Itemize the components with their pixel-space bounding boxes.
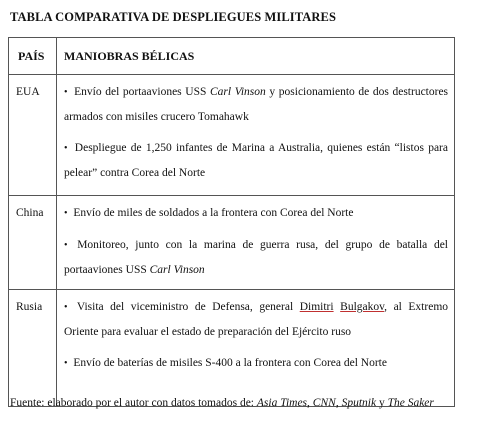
list-item: • Envío de baterías de misiles S-400 a la frontera con Corea del Norte (64, 357, 387, 369)
ship-name: Carl Vinson (149, 264, 205, 276)
bullet-icon: • (64, 240, 68, 251)
source-name: Asia Times (256, 397, 308, 409)
country-cell: Rusia (9, 290, 57, 407)
header-maneuvers (57, 38, 455, 75)
bullet-icon: • (64, 302, 68, 313)
ship-name: Carl Vinson (209, 86, 266, 98)
bullet-icon: • (64, 208, 68, 219)
header-country-label: PAÍS (18, 49, 45, 63)
maneuvers-cell (57, 196, 455, 290)
table-row-china (9, 196, 455, 290)
source-name: Sputnik (341, 397, 377, 409)
source-name: CNN (312, 397, 336, 409)
table-row-eua (9, 75, 455, 196)
list-item: • Visita del viceministro de Defensa, general Dimitri Bulgakov, al Extremo Oriente para evaluar el estado de preparación del Ejército ruso (64, 301, 449, 338)
bullet-icon: • (64, 143, 68, 154)
country-cell: China (9, 196, 57, 290)
list-item: • Envío del portaaviones USS Carl Vinson y posicionamiento de dos destructores armados con misiles crucero Tomahawk (64, 86, 449, 123)
list-item: • Envío de miles de soldados a la frontera con Corea del Norte (64, 207, 354, 219)
comparison-table (8, 37, 455, 407)
person-first-name: Dimitri (299, 301, 334, 313)
source-note: Fuente: elaborado por el autor con datos tomados de: Asia Times, CNN, Sputnik y The Saker (10, 397, 434, 409)
document-title: TABLA COMPARATIVA DE DESPLIEGUES MILITARES (10, 10, 337, 24)
header-country (9, 38, 57, 75)
header-maneuvers-label: MANIOBRAS BÉLICAS (64, 49, 195, 63)
bullet-icon: • (64, 358, 68, 369)
table-header-row (9, 38, 455, 75)
source-name: The Saker (387, 397, 434, 409)
bullet-icon: • (64, 87, 68, 98)
list-item: • Monitoreo, junto con la marina de guerra rusa, del grupo de batalla del portaaviones USS Carl Vinson (64, 239, 448, 276)
maneuvers-cell (57, 75, 455, 196)
maneuvers-cell (57, 290, 455, 407)
person-last-name: Bulgakov (340, 301, 385, 313)
list-item: • Despliegue de 1,250 infantes de Marina a Australia, quienes están “listos para pelear” contra Corea del Norte (64, 142, 448, 179)
table-row-rusia (9, 290, 455, 407)
country-cell: EUA (9, 75, 57, 196)
